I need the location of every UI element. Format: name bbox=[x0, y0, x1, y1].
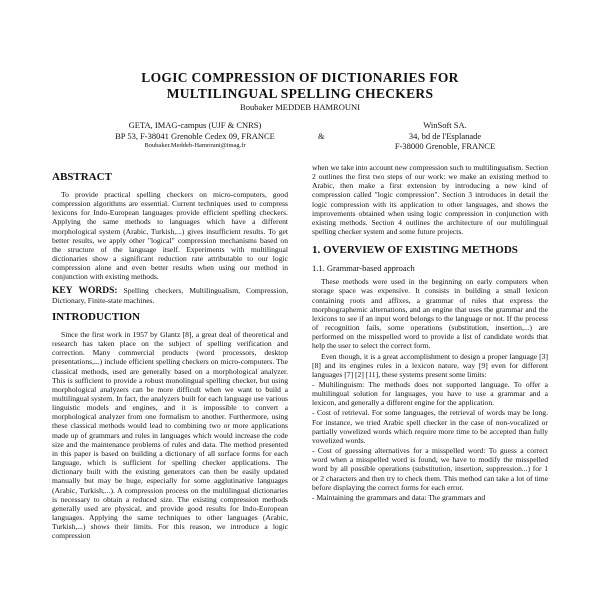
author-name: Boubaker MEDDEB HAMROUNI bbox=[240, 102, 360, 112]
affiliation-line: BP 53, F-38041 Grenoble Cedex 09, FRANCE bbox=[115, 130, 275, 141]
title-line-2: MULTILINGUAL SPELLING CHECKERS bbox=[166, 86, 434, 101]
body-paragraph: - Cost of retrieval. For some languages, the retrieval of words may be long. For instance, we tried Arabic spell checker in the case of non-vocalized or partially vowelized words which require more time to be accepted than fully vowelized words. bbox=[312, 408, 548, 445]
affiliation-email: Boubaker.Meddeb-Hamrouni@imag.fr bbox=[144, 142, 246, 149]
abstract-text: To provide practical spelling checkers on micro-computers, good compression algorithms are essential. Current techniques used to compress lexicons for Indo-European languages provide efficient spelling checkers. Applying the same methods to languages which have a different morphological system (Arabic, Turkish,...) gives insufficient results. To get better results, we apply other "logical" compression mechanisms based on the structure of the language itself. Experiments with multilingual dictionaries show a significant reduction rate attributable to our logic compression alone and even better results when using our method in conjunction with existing methods. bbox=[52, 190, 288, 282]
body-paragraph: Even though, it is a great accomplishment to design a proper language [3] [8] and its engines rules in a lexicon nature, way [9] even for different languages [7] [2] [11], these systems present some limits: bbox=[312, 351, 548, 379]
right-column bbox=[312, 163, 548, 600]
affiliation-geta bbox=[90, 120, 300, 152]
left-column bbox=[52, 167, 288, 600]
keywords-label: KEY WORDS: bbox=[52, 285, 118, 296]
affiliation-ampersand: & bbox=[318, 131, 325, 141]
body-paragraph: - Multilinguism: The methods does not supported language. To offer a multilingual solution for languages, you have to use a grammar and a lexicon, and generally a different engine for the application. bbox=[312, 379, 548, 408]
keywords-text: Spelling checkers, Multilingualism, Compression, Dictionary, Finite-state machines. bbox=[52, 285, 288, 305]
paper-title bbox=[0, 70, 600, 102]
body-paragraph: - Maintaining the grammars and data: The grammars and bbox=[312, 492, 486, 502]
body-paragraph: These methods were used in the beginning on early computers when storage space was expensive. It consists in building a small lexicon containing roots and affixes, a grammar of rules that express the morphographemic alternations, and an engine that uses the grammar and the lexicons to see if an input word belongs to the language or not. If the process of recognition fails, some operations (substitution, insertion,...) are performed on the misspelled word to provide a list of candidate words that help the user to select the correct form. bbox=[312, 277, 548, 351]
introduction-text: Since the first work in 1957 by Glantz [8], a great deal of theoretical and research has taken place on the subject of spelling verification and correction. Many commercial products (word processors, desktop presentations,...) include efficient spelling checkers on micro-computers. The classical methods, used are generally based on a morphological analyzer. This is sufficient to provide a robust monolingual spelling checker, but using morphological analyzers can be more difficult when we want to build a multilingual system. In fact, the analyzers built for each language use various linguistic models and engines, and it is impossible to convert a morphological analyzer from one formalism to another. Furthermore, using these classical methods would lead to combining two or more applications made up of grammars and rules in languages which would increase the code size and the maintenance problems of rules and data. The method presented in this paper is based on building a dictionary of all surface forms for each language, which is sufficient for spelling checker applications. The dictionary built with the existing generators can then be easily updated manually but may be huge, especially for some agglutinative languages (Arabic, Turkish,...). A compression process on the multilingual dictionaries is necessary to obtain a reduced size. The existing compression methods generally used are physical, and provide good results for Indo-European languages. Applying the same techniques to other languages (Arabic, Turkish,...) shows their limits. For this reason, we introduce a logic compression bbox=[52, 329, 288, 541]
title-line-1: LOGIC COMPRESSION OF DICTIONARIES FOR bbox=[141, 70, 459, 85]
body-paragraph: - Cost of guessing alternatives for a misspelled word: To guess a correct word when a misspelled word is found, we have to modify the misspelled word by all possible operations (substitution, insertion, suppression...) for 1 or 2 characters and then try to check them. This method can take a lot of time before displaying the correct forms for each error. bbox=[312, 446, 548, 492]
section-1-heading: 1. OVERVIEW OF EXISTING METHODS bbox=[312, 244, 518, 257]
introduction-heading: INTRODUCTION bbox=[52, 310, 141, 323]
keywords bbox=[52, 286, 288, 305]
intro-continued-text: when we take into account new compression such to multilingualism. Section 2 outlines the first two steps of our work: we make an existing method to Arabic, then make a first extension by introducing a new kind of compression called "logic compression". Section 3 introduces in detail the logic compression with its application to other languages, and shows the improvements obtained when using logic compression in conjunction with existing methods. Section 4 outlines the architecture of our multilingual spelling checker system and some future projects. bbox=[312, 163, 548, 237]
subsection-1-1-heading: 1.1. Grammar-based approach bbox=[312, 263, 415, 274]
affiliation-winsoft bbox=[340, 120, 550, 152]
affiliation-line: WinSoft SA. bbox=[423, 120, 467, 130]
affiliation-line: 34, bd de l'Esplanade bbox=[408, 130, 482, 141]
affiliation-line: GETA, IMAG-campus (UJF & CNRS) bbox=[128, 120, 262, 130]
affiliation-line: F-38000 Grenoble, FRANCE bbox=[394, 141, 496, 151]
abstract-heading: ABSTRACT bbox=[52, 171, 112, 183]
